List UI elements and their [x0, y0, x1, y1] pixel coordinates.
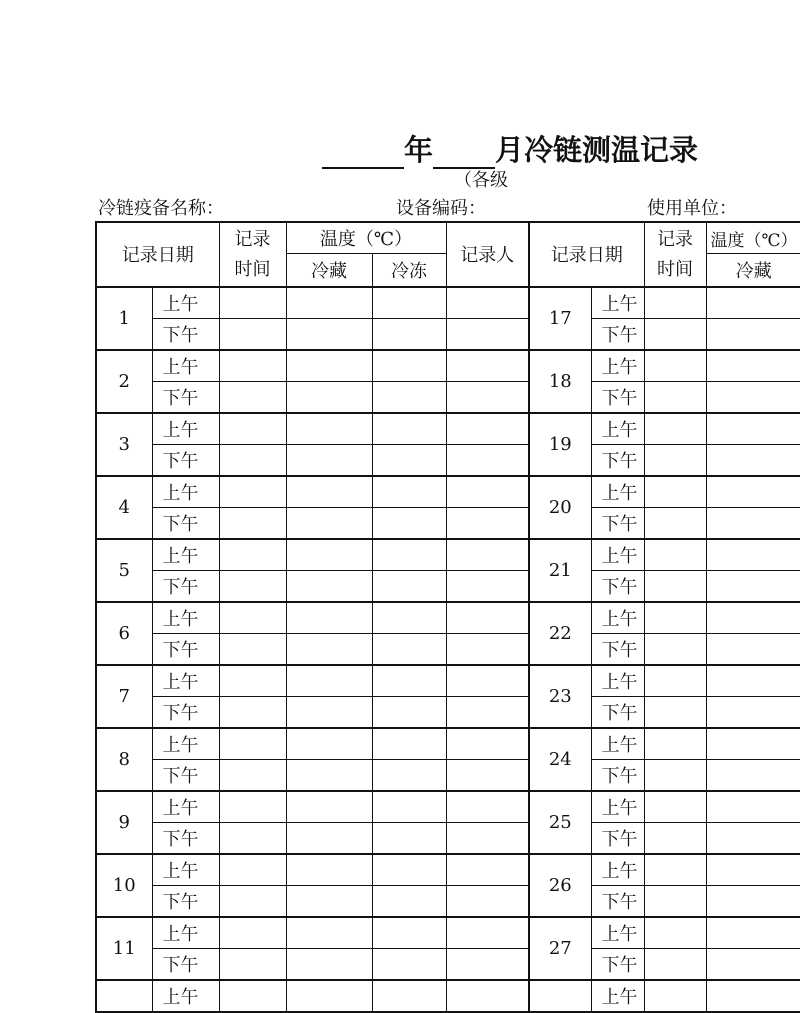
right-am-refrigerate-cell[interactable]: [706, 476, 800, 508]
day-number: 19: [529, 413, 591, 476]
am-label: 上午: [591, 854, 644, 886]
pm-label: 下午: [152, 696, 219, 728]
left-am-record-time-cell[interactable]: [219, 854, 286, 886]
left-pm-record-time-cell[interactable]: [219, 507, 286, 539]
left-pm-recorder-cell[interactable]: [446, 759, 529, 791]
right-pm-refrigerate-cell[interactable]: [706, 822, 800, 854]
am-label: 上午: [152, 602, 219, 634]
table-row: [96, 287, 800, 319]
left-pm-recorder-cell[interactable]: [446, 633, 529, 665]
left-am-record-time-cell[interactable]: [219, 413, 286, 445]
left-pm-recorder-cell[interactable]: [446, 318, 529, 350]
left-pm-freeze-cell[interactable]: [372, 696, 446, 728]
left-pm-record-time-cell[interactable]: [219, 633, 286, 665]
left-pm-record-time-cell[interactable]: [219, 381, 286, 413]
right-pm-record-time-cell[interactable]: [644, 507, 706, 539]
pm-label: 下午: [591, 633, 644, 665]
day-number: 2: [96, 350, 152, 413]
left-am-recorder-cell[interactable]: [446, 980, 529, 1012]
header-refrigerate: 冷藏: [286, 254, 372, 287]
right-pm-refrigerate-cell[interactable]: [706, 570, 800, 602]
right-pm-refrigerate-cell[interactable]: [706, 381, 800, 413]
day-number: 18: [529, 350, 591, 413]
day-number: [96, 980, 152, 1012]
left-am-freeze-cell[interactable]: [372, 854, 446, 886]
left-pm-freeze-cell[interactable]: [372, 633, 446, 665]
left-am-recorder-cell[interactable]: [446, 413, 529, 445]
left-am-record-time-cell[interactable]: [219, 287, 286, 319]
left-pm-freeze-cell[interactable]: [372, 570, 446, 602]
right-am-refrigerate-cell[interactable]: [706, 539, 800, 571]
left-am-recorder-cell[interactable]: [446, 665, 529, 697]
day-number: 11: [96, 917, 152, 980]
left-am-recorder-cell[interactable]: [446, 791, 529, 823]
left-am-freeze-cell[interactable]: [372, 602, 446, 634]
left-am-refrigerate-cell[interactable]: [286, 980, 372, 1012]
title-main: 月冷链测温记录: [495, 133, 699, 167]
pm-label: 下午: [591, 822, 644, 854]
table-row: [96, 476, 800, 508]
am-label: 上午: [152, 476, 219, 508]
table-row: [96, 507, 800, 539]
table-row: [96, 381, 800, 413]
left-pm-refrigerate-cell[interactable]: [286, 885, 372, 917]
right-am-refrigerate-cell[interactable]: [706, 854, 800, 886]
left-am-freeze-cell[interactable]: [372, 665, 446, 697]
pm-label: 下午: [152, 822, 219, 854]
page-title: [322, 128, 698, 169]
right-am-record-time-cell[interactable]: [644, 917, 706, 949]
left-am-freeze-cell[interactable]: [372, 350, 446, 382]
right-am-record-time-cell[interactable]: [644, 791, 706, 823]
left-am-recorder-cell[interactable]: [446, 728, 529, 760]
right-am-record-time-cell[interactable]: [644, 539, 706, 571]
day-number: 9: [96, 791, 152, 854]
am-label: 上午: [152, 665, 219, 697]
right-pm-refrigerate-cell[interactable]: [706, 759, 800, 791]
right-am-refrigerate-cell[interactable]: [706, 791, 800, 823]
left-pm-refrigerate-cell[interactable]: [286, 381, 372, 413]
right-pm-record-time-cell[interactable]: [644, 696, 706, 728]
day-number: 1: [96, 287, 152, 350]
left-pm-recorder-cell[interactable]: [446, 822, 529, 854]
right-am-refrigerate-cell[interactable]: [706, 350, 800, 382]
left-am-record-time-cell[interactable]: [219, 917, 286, 949]
left-am-record-time-cell[interactable]: [219, 476, 286, 508]
left-am-recorder-cell[interactable]: [446, 476, 529, 508]
day-number: 8: [96, 728, 152, 791]
left-am-refrigerate-cell[interactable]: [286, 665, 372, 697]
right-am-refrigerate-cell[interactable]: [706, 413, 800, 445]
right-pm-refrigerate-cell[interactable]: [706, 633, 800, 665]
am-label: 上午: [591, 791, 644, 823]
left-am-recorder-cell[interactable]: [446, 602, 529, 634]
left-am-refrigerate-cell[interactable]: [286, 476, 372, 508]
left-am-freeze-cell[interactable]: [372, 917, 446, 949]
left-pm-record-time-cell[interactable]: [219, 885, 286, 917]
left-pm-freeze-cell[interactable]: [372, 948, 446, 980]
table-row: [96, 539, 800, 571]
am-label: 上午: [591, 602, 644, 634]
table-row: [96, 444, 800, 476]
pm-label: 下午: [591, 885, 644, 917]
am-label: 上午: [152, 791, 219, 823]
header-temperature-right: 温度（℃）: [706, 222, 800, 254]
day-number: 24: [529, 728, 591, 791]
header-record-time-1-right: 记录: [644, 222, 706, 254]
day-number: 17: [529, 287, 591, 350]
left-pm-recorder-cell[interactable]: [446, 696, 529, 728]
month-blank: [433, 137, 495, 169]
pm-label: 下午: [591, 507, 644, 539]
pm-label: 下午: [591, 948, 644, 980]
day-number: 22: [529, 602, 591, 665]
right-pm-refrigerate-cell[interactable]: [706, 948, 800, 980]
am-label: 上午: [152, 980, 219, 1012]
right-pm-record-time-cell[interactable]: [644, 633, 706, 665]
right-am-refrigerate-cell[interactable]: [706, 602, 800, 634]
header-record-date-right: 记录日期: [529, 222, 644, 287]
left-pm-recorder-cell[interactable]: [446, 570, 529, 602]
left-pm-recorder-cell[interactable]: [446, 507, 529, 539]
right-am-refrigerate-cell[interactable]: [706, 665, 800, 697]
left-pm-record-time-cell[interactable]: [219, 759, 286, 791]
day-number: [529, 980, 591, 1012]
table-row: [96, 602, 800, 634]
left-pm-freeze-cell[interactable]: [372, 318, 446, 350]
left-am-freeze-cell[interactable]: [372, 413, 446, 445]
left-pm-refrigerate-cell[interactable]: [286, 759, 372, 791]
left-am-record-time-cell[interactable]: [219, 980, 286, 1012]
pm-label: 下午: [152, 948, 219, 980]
right-pm-refrigerate-cell[interactable]: [706, 885, 800, 917]
right-pm-refrigerate-cell[interactable]: [706, 444, 800, 476]
table-row: [96, 854, 800, 886]
pm-label: 下午: [591, 318, 644, 350]
left-am-freeze-cell[interactable]: [372, 287, 446, 319]
left-am-freeze-cell[interactable]: [372, 728, 446, 760]
left-am-refrigerate-cell[interactable]: [286, 602, 372, 634]
left-pm-refrigerate-cell[interactable]: [286, 822, 372, 854]
table-row: [96, 885, 800, 917]
right-am-record-time-cell[interactable]: [644, 854, 706, 886]
table-row: [96, 665, 800, 697]
table-row: [96, 948, 800, 980]
left-am-freeze-cell[interactable]: [372, 980, 446, 1012]
am-label: 上午: [152, 539, 219, 571]
left-am-refrigerate-cell[interactable]: [286, 728, 372, 760]
pm-label: 下午: [591, 381, 644, 413]
left-am-refrigerate-cell[interactable]: [286, 791, 372, 823]
day-number: 27: [529, 917, 591, 980]
header-record-time-2-right: 时间: [644, 254, 706, 287]
table-row: [96, 917, 800, 949]
am-label: 上午: [591, 350, 644, 382]
right-am-refrigerate-cell[interactable]: [706, 980, 800, 1012]
right-pm-refrigerate-cell[interactable]: [706, 507, 800, 539]
left-pm-recorder-cell[interactable]: [446, 381, 529, 413]
pm-label: 下午: [152, 444, 219, 476]
am-label: 上午: [591, 413, 644, 445]
am-label: 上午: [152, 854, 219, 886]
left-am-recorder-cell[interactable]: [446, 854, 529, 886]
left-pm-record-time-cell[interactable]: [219, 822, 286, 854]
left-pm-record-time-cell[interactable]: [219, 948, 286, 980]
am-label: 上午: [152, 728, 219, 760]
table-row: [96, 759, 800, 791]
left-am-record-time-cell[interactable]: [219, 665, 286, 697]
left-am-record-time-cell[interactable]: [219, 791, 286, 823]
right-pm-record-time-cell[interactable]: [644, 759, 706, 791]
table-row: [96, 980, 800, 1012]
day-number: 25: [529, 791, 591, 854]
table-row: [96, 822, 800, 854]
left-am-refrigerate-cell[interactable]: [286, 917, 372, 949]
right-pm-record-time-cell[interactable]: [644, 822, 706, 854]
left-pm-recorder-cell[interactable]: [446, 885, 529, 917]
left-am-refrigerate-cell[interactable]: [286, 539, 372, 571]
header-refrigerate-right: 冷藏: [706, 254, 800, 287]
right-am-refrigerate-cell[interactable]: [706, 917, 800, 949]
am-label: 上午: [152, 350, 219, 382]
left-pm-record-time-cell[interactable]: [219, 444, 286, 476]
left-am-record-time-cell[interactable]: [219, 602, 286, 634]
pm-label: 下午: [152, 759, 219, 791]
day-number: 5: [96, 539, 152, 602]
equipment-code-label: 设备编码：: [396, 198, 486, 219]
pm-label: 下午: [152, 381, 219, 413]
am-label: 上午: [152, 413, 219, 445]
pm-label: 下午: [591, 444, 644, 476]
am-label: 上午: [591, 728, 644, 760]
left-am-refrigerate-cell[interactable]: [286, 854, 372, 886]
left-pm-refrigerate-cell[interactable]: [286, 570, 372, 602]
left-am-record-time-cell[interactable]: [219, 350, 286, 382]
left-pm-recorder-cell[interactable]: [446, 948, 529, 980]
subtitle: （各级: [454, 170, 508, 191]
right-pm-record-time-cell[interactable]: [644, 318, 706, 350]
left-pm-record-time-cell[interactable]: [219, 570, 286, 602]
right-pm-record-time-cell[interactable]: [644, 444, 706, 476]
right-am-refrigerate-cell[interactable]: [706, 287, 800, 319]
right-pm-record-time-cell[interactable]: [644, 381, 706, 413]
left-pm-refrigerate-cell[interactable]: [286, 444, 372, 476]
left-pm-freeze-cell[interactable]: [372, 381, 446, 413]
right-pm-refrigerate-cell[interactable]: [706, 318, 800, 350]
right-pm-record-time-cell[interactable]: [644, 885, 706, 917]
left-am-recorder-cell[interactable]: [446, 350, 529, 382]
left-pm-freeze-cell[interactable]: [372, 822, 446, 854]
right-am-record-time-cell[interactable]: [644, 413, 706, 445]
year-blank: [322, 137, 404, 169]
am-label: 上午: [591, 476, 644, 508]
left-am-record-time-cell[interactable]: [219, 539, 286, 571]
right-am-record-time-cell[interactable]: [644, 476, 706, 508]
table-row: [96, 696, 800, 728]
left-am-recorder-cell[interactable]: [446, 287, 529, 319]
right-pm-record-time-cell[interactable]: [644, 570, 706, 602]
left-am-refrigerate-cell[interactable]: [286, 287, 372, 319]
left-am-freeze-cell[interactable]: [372, 476, 446, 508]
header-freeze: 冷冻: [372, 254, 446, 287]
day-number: 6: [96, 602, 152, 665]
left-pm-freeze-cell[interactable]: [372, 444, 446, 476]
pm-label: 下午: [152, 633, 219, 665]
table-row: [96, 413, 800, 445]
header-recorder: 记录人: [446, 222, 529, 287]
right-am-record-time-cell[interactable]: [644, 665, 706, 697]
header-temperature: 温度（℃）: [286, 222, 446, 254]
left-pm-freeze-cell[interactable]: [372, 507, 446, 539]
left-pm-freeze-cell[interactable]: [372, 885, 446, 917]
equipment-name-label: 冷链疫备名称：: [98, 198, 224, 219]
table-row: [96, 728, 800, 760]
pm-label: 下午: [591, 696, 644, 728]
left-pm-freeze-cell[interactable]: [372, 759, 446, 791]
am-label: 上午: [591, 287, 644, 319]
am-label: 上午: [591, 665, 644, 697]
day-number: 26: [529, 854, 591, 917]
day-number: 7: [96, 665, 152, 728]
header-record-time-2: 时间: [219, 254, 286, 287]
am-label: 上午: [591, 539, 644, 571]
left-pm-record-time-cell[interactable]: [219, 696, 286, 728]
left-am-recorder-cell[interactable]: [446, 539, 529, 571]
right-am-record-time-cell[interactable]: [644, 602, 706, 634]
table-row: [96, 570, 800, 602]
right-am-record-time-cell[interactable]: [644, 980, 706, 1012]
pm-label: 下午: [591, 759, 644, 791]
table-row: [96, 633, 800, 665]
pm-label: 下午: [152, 570, 219, 602]
table-row: [96, 791, 800, 823]
title-year: 年: [404, 133, 434, 167]
day-number: 23: [529, 665, 591, 728]
pm-label: 下午: [152, 507, 219, 539]
left-pm-refrigerate-cell[interactable]: [286, 948, 372, 980]
left-am-freeze-cell[interactable]: [372, 791, 446, 823]
table-row: [96, 350, 800, 382]
temperature-record-table: [95, 221, 800, 1013]
am-label: 上午: [152, 287, 219, 319]
left-am-record-time-cell[interactable]: [219, 728, 286, 760]
header-record-time-1: 记录: [219, 222, 286, 254]
right-am-record-time-cell[interactable]: [644, 728, 706, 760]
left-am-refrigerate-cell[interactable]: [286, 350, 372, 382]
pm-label: 下午: [152, 318, 219, 350]
right-am-record-time-cell[interactable]: [644, 350, 706, 382]
day-number: 3: [96, 413, 152, 476]
right-pm-refrigerate-cell[interactable]: [706, 696, 800, 728]
right-pm-record-time-cell[interactable]: [644, 948, 706, 980]
pm-label: 下午: [591, 570, 644, 602]
right-am-refrigerate-cell[interactable]: [706, 728, 800, 760]
left-pm-refrigerate-cell[interactable]: [286, 633, 372, 665]
header-record-date: 记录日期: [96, 222, 219, 287]
am-label: 上午: [591, 917, 644, 949]
right-am-record-time-cell[interactable]: [644, 287, 706, 319]
left-am-freeze-cell[interactable]: [372, 539, 446, 571]
am-label: 上午: [591, 980, 644, 1012]
table-row: [96, 318, 800, 350]
left-am-recorder-cell[interactable]: [446, 917, 529, 949]
left-pm-refrigerate-cell[interactable]: [286, 318, 372, 350]
day-number: 10: [96, 854, 152, 917]
am-label: 上午: [152, 917, 219, 949]
left-pm-refrigerate-cell[interactable]: [286, 696, 372, 728]
user-unit-label: 使用单位：: [647, 198, 737, 219]
left-pm-recorder-cell[interactable]: [446, 444, 529, 476]
left-am-refrigerate-cell[interactable]: [286, 413, 372, 445]
day-number: 20: [529, 476, 591, 539]
left-pm-record-time-cell[interactable]: [219, 318, 286, 350]
day-number: 21: [529, 539, 591, 602]
day-number: 4: [96, 476, 152, 539]
left-pm-refrigerate-cell[interactable]: [286, 507, 372, 539]
pm-label: 下午: [152, 885, 219, 917]
